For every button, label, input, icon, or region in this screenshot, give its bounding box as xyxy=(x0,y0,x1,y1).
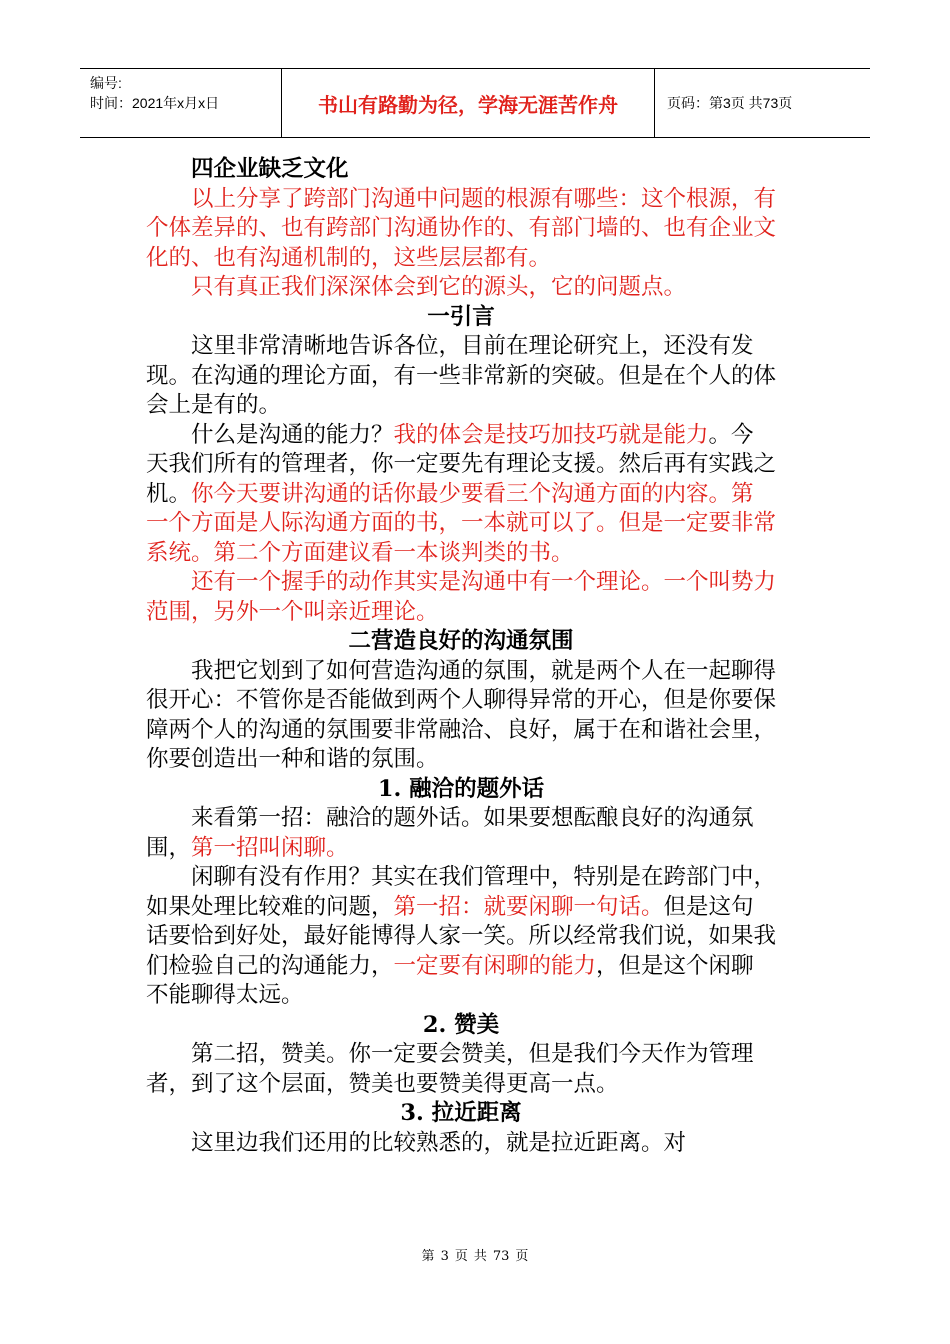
footer-page-number: 3 xyxy=(440,1249,449,1264)
doc-number-label: 编号: xyxy=(90,75,122,91)
chat-text-2: 第一招：就要闲聊一句话。 xyxy=(393,893,664,920)
footer-gong: 共 xyxy=(473,1249,487,1264)
footer-total-pages: 73 xyxy=(492,1249,510,1264)
heading-section-3: 3. 拉近距离 xyxy=(400,1100,522,1126)
section-1-text-b: 第一招叫闲聊。 xyxy=(191,834,349,861)
page-header xyxy=(80,68,870,138)
document-body xyxy=(146,155,776,1158)
chat-text-1: 闲聊有没有作用？其实在我们管理中，特别是在跨部门中，如果处理比较难的问题， xyxy=(146,864,777,920)
paragraph-ability xyxy=(146,421,776,569)
paragraph-intro: 这里非常清晰地告诉各位，目前在理论研究上，还没有发现。在沟通的理论方面，有一些非常新的突破。但是在个人的体会上是有的。 xyxy=(146,333,777,418)
paragraph-chat xyxy=(146,863,776,1011)
footer-ye-end: 页 xyxy=(515,1249,529,1264)
paragraph-section-2: 第二招，赞美。你一定要会赞美，但是我们今天作为管理者，到了这个层面，赞美也要赞美得更高一点。 xyxy=(146,1041,754,1097)
heading-atmosphere: 二营造良好的沟通氛围 xyxy=(348,628,574,654)
paragraph-handshake: 还有一个握手的动作其实是沟通中有一个理论。一个叫势力范围，另外一个叫亲近理论。 xyxy=(146,569,777,625)
header-meta xyxy=(80,69,282,137)
header-motto: 书山有路勤为径，学海无涯苦作舟 xyxy=(282,69,655,137)
chat-text-4: 一定要有闲聊的能力 xyxy=(393,952,597,979)
chat-text-5: ，但是这个闲聊不能聊得太远。 xyxy=(146,952,754,1008)
ability-text-3: 。今天我们所有的管理者，你一定要先有理论支援。然后再有实践之机。 xyxy=(146,421,777,507)
paragraph-only: 只有真正我们深深体会到它的源头，它的问题点。 xyxy=(191,274,687,300)
section-1-text-a: 来看第一招：融洽的题外话。如果要想酝酿良好的沟通氛围， xyxy=(146,805,754,861)
footer-di: 第 xyxy=(421,1249,435,1264)
ability-text-1: 什么是沟通的能力？ xyxy=(191,421,394,448)
heading-intro: 一引言 xyxy=(427,303,495,330)
paragraph-section-3: 这里边我们还用的比较熟悉的，就是拉近距离。对 xyxy=(191,1129,687,1156)
heading-section-2: 2. 赞美 xyxy=(422,1011,500,1038)
paragraph-summary: 以上分享了跨部门沟通中问题的根源有哪些：这个根源，有个体差异的、也有跨部门沟通协作的、有部门墙的、也有企业文化的、也有沟通机制的，这些层层都有。 xyxy=(146,185,777,271)
ability-text-2: 我的体会是技巧加技巧就是能力 xyxy=(393,421,709,448)
chat-text-3: 但是这句话要恰到好处，最好能博得人家一笑。所以经常我们说，如果我们检验自己的沟通能力， xyxy=(146,893,777,979)
paragraph-atmosphere: 我把它划到了如何营造沟通的氛围，就是两个人在一起聊得很开心：不管你是否能做到两个人聊得异常的开心，但是你要保障两个人的沟通的氛围要非常融洽、良好，属于在和谐社会里，你要创造出一种和谐的氛围。 xyxy=(146,657,777,772)
footer-ye: 页 xyxy=(454,1249,468,1264)
ability-text-4: 你今天要讲沟通的话你最少要看三个沟通方面的内容。第一个方面是人际沟通方面的书，一本就可以了。但是一定要非常系统。第二个方面建议看一本谈判类的书。 xyxy=(146,480,777,566)
heading-culture: 四企业缺乏文化 xyxy=(191,156,349,182)
heading-section-1: 1. 融洽的题外话 xyxy=(377,775,545,802)
doc-time-label: 时间：2021年x月x日 xyxy=(90,95,220,111)
header-page-info: 页码：第3页 共73页 xyxy=(667,95,793,111)
page-footer xyxy=(0,1245,950,1264)
paragraph-section-1 xyxy=(146,804,776,863)
